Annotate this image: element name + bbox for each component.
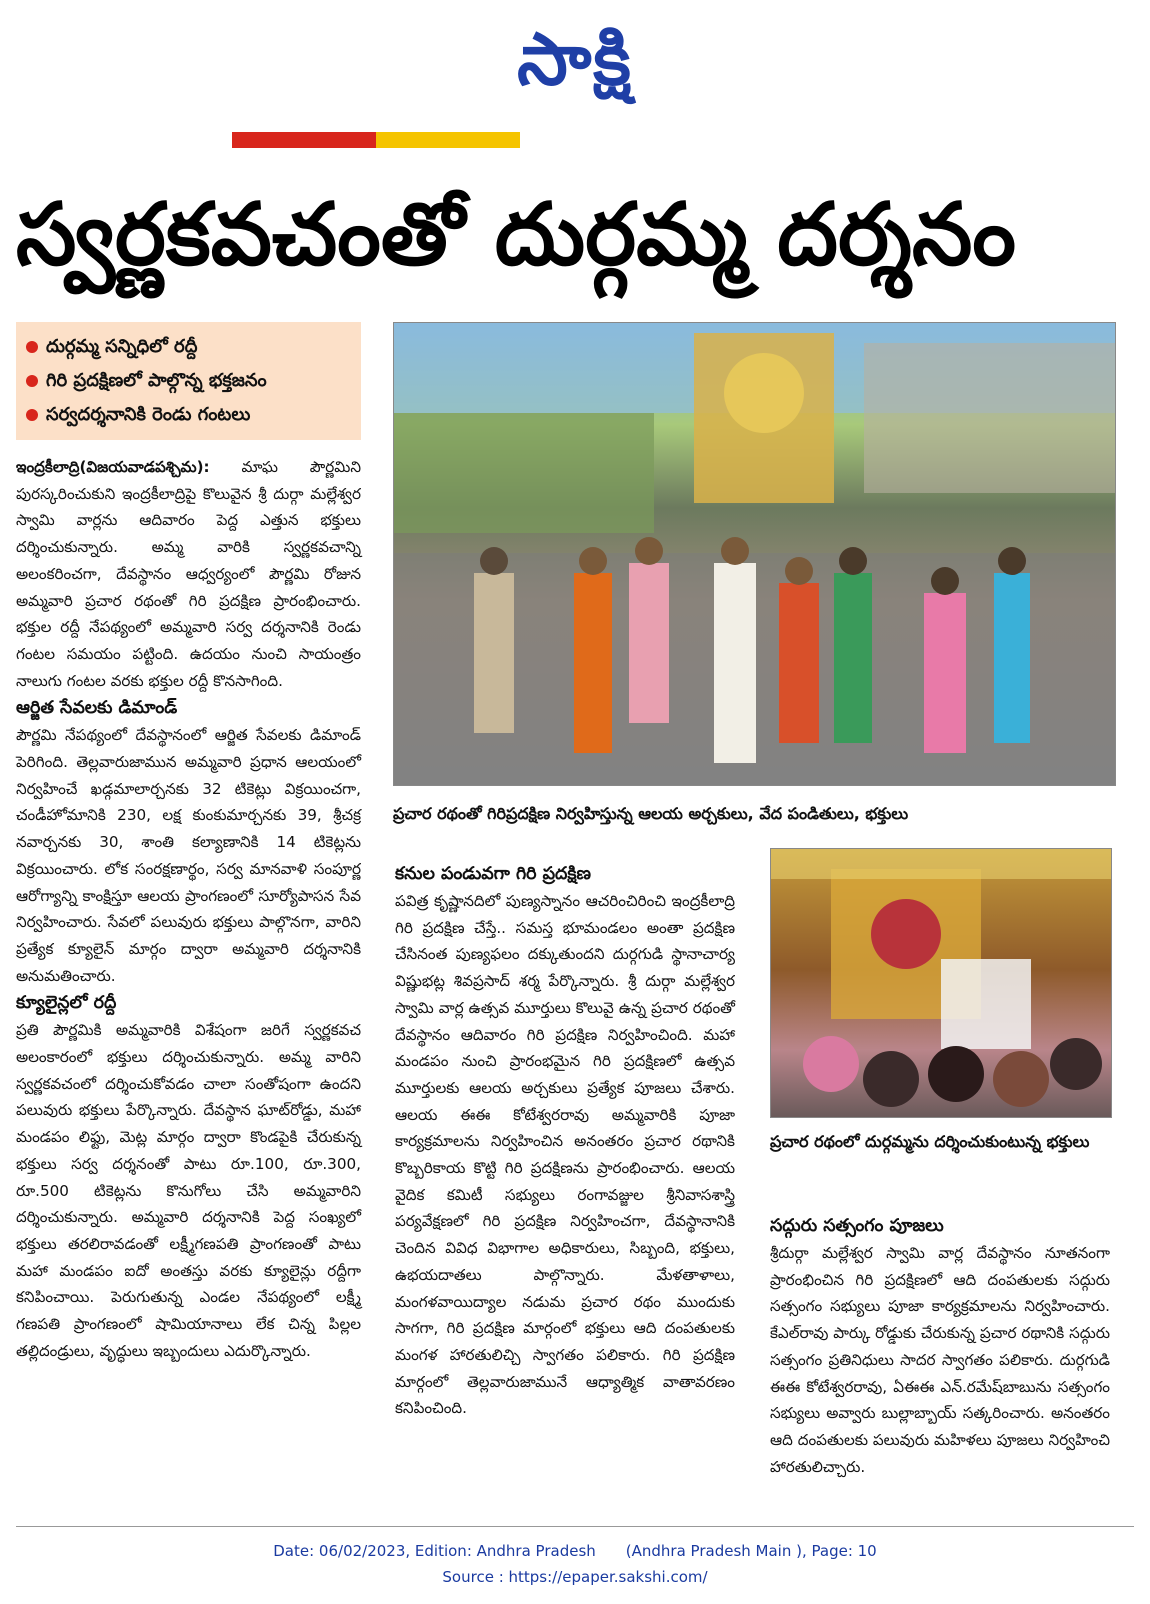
- highlight-text: సర్వదర్శనానికి రెండు గంటలు: [46, 404, 251, 425]
- bullet-icon: [26, 375, 38, 387]
- small-photo-caption: ప్రచార రథంలో దుర్గమ్మను దర్శించుకుంటున్న భక్తులు: [770, 1132, 1090, 1151]
- section-color-bar: [232, 132, 520, 148]
- middle-column: [395, 860, 735, 1422]
- footer-divider: [16, 1526, 1134, 1527]
- highlight-text: దుర్గమ్మ సన్నిధిలో రద్దీ: [46, 336, 198, 357]
- intro-paragraph: [16, 454, 361, 694]
- subhead-satsangam: సద్గురు సత్సంగం పూజలు: [770, 1216, 944, 1236]
- right-column: [770, 1212, 1110, 1480]
- left-column: [16, 454, 361, 1365]
- masthead: [0, 14, 1150, 104]
- footer-edition: (Andhra Pradesh Main ), Page: 10: [625, 1542, 877, 1560]
- goddess-darshan-photo: [770, 848, 1112, 1118]
- paragraph-satsangam: శ్రీదుర్గా మల్లేశ్వర స్వామి వార్ల దేవస్థానం నూతనంగా ప్రారంభించిన గిరి ప్రదక్షిణలో ఆది దంపతులకు సద్గురు సత్సంగం సభ్యులు పూజా కార్యక్రమాలను నిర్వహించారు. కేఎల్‌రావు పార్కు రోడ్డుకు చేరుకున్న ప్రచార రథానికి సద్గురు సత్సంగం ప్రతినిధులు సాదర స్వాగతం పలికారు. దుర్గగుడి ఈఈ కోటేశ్వరరావు, ఏఈఈ ఎన్.రమేష్‌బాబును సత్సంగం సభ్యులు అవ్వారు బుల్లాబ్బాయ్ సత్కరించారు. అనంతరం ఆది దంపతులకు పలువురు మహిళలు పూజలు నిర్వహించి హారతులిచ్చారు.: [770, 1244, 1110, 1476]
- intro-text: మాఘ పౌర్ణమిని పురస్కరించుకుని ఇంద్రకీలాద్రిపై కొలువైన శ్రీ దుర్గా మల్లేశ్వర స్వామి వార్లను ఆదివారం పెద్ద ఎత్తున భక్తులు దర్శించుకున్నారు. అమ్మ వారికి స్వర్ణకవచాన్ని అలంకరించగా, దేవస్థానం ఆధ్వర్యంలో పౌర్ణమి రోజున అమ్మవారి ప్రచార రథంతో గిరి ప్రదక్షిణ ప్రారంభించారు. భక్తుల రద్దీ నేపథ్యంలో అమ్మవారి సర్వ దర్శనానికి రెండు గంటల సమయం పట్టింది. ఉదయం నుంచి సాయంత్రం నాలుగు గంటల వరకు భక్తుల రద్దీ కొనసాగింది.: [16, 458, 361, 690]
- color-bar-red: [232, 132, 376, 148]
- article-headline: స్వర్ణకవచంతో దుర్గమ్మ దర్శనం: [16, 185, 1016, 285]
- footer-source: Source : https://epaper.sakshi.com/: [442, 1568, 708, 1586]
- temple-chariot-procession-photo: [393, 322, 1116, 786]
- highlight-item: [26, 364, 351, 398]
- highlights-box: [16, 322, 361, 440]
- procession-illustration: [394, 323, 1116, 786]
- subhead-queue-lines: క్యూలైన్లలో రద్దీ: [16, 993, 117, 1014]
- footer: [0, 1538, 1150, 1590]
- highlight-item: [26, 398, 351, 432]
- color-bar-yellow: [376, 132, 520, 148]
- footer-line-1: [0, 1538, 1150, 1564]
- footer-date: Date: 06/02/2023, Edition: Andhra Pradesh: [273, 1542, 596, 1560]
- darshan-illustration: [771, 849, 1112, 1118]
- paragraph-arjitha-sevalu: పౌర్ణమి నేపథ్యంలో దేవస్థానంలో ఆర్జిత సేవలకు డిమాండ్ పెరిగింది. తెల్లవారుజామున అమ్మవారి ప్రధాన ఆలయంలో నిర్వహించే ఖడ్గమాలార్చనకు 32 టికెట్లు విక్రయించగా, చండీహోమానికి 230, లక్ష కుంకుమార్చనకు 39, శ్రీచక్ర నవార్చనకు 30, శాంతి కల్యాణానికి 14 టికెట్లను విక్రయించారు. లోక సంరక్షణార్థం, సర్వ మానవాళి సంపూర్ణ ఆరోగ్యాన్ని కాంక్షిస్తూ ఆలయ ప్రాంగణంలో సూర్యోపాసన సేవ నిర్వహించారు. సేవలో పలువురు భక్తులు పాల్గొనగా, వారిని ప్రత్యేక క్యూలైన్ మార్గం ద్వారా అమ్మవారి దర్శనానికి అనుమతించారు.: [16, 726, 361, 985]
- bullet-icon: [26, 341, 38, 353]
- paragraph-giri-pradakshina: పవిత్ర కృష్ణానదిలో పుణ్యస్నానం ఆచరించిరించి ఇంద్రకీలాద్రి గిరి ప్రదక్షిణ చేస్తే.. సమస్త భూమండలం అంతా ప్రదక్షిణ చేసినంత పుణ్యఫలం దక్కుతుందని దుర్గగుడి స్థానాచార్య విష్ణుభట్ల శివప్రసాద్ శర్మ పేర్కొన్నారు. శ్రీ దుర్గా మల్లేశ్వర స్వామి వార్ల ఉత్సవ మూర్తులు కొలువై ఉన్న ప్రచార రథంతో దేవస్థానం ఆదివారం గిరి ప్రదక్షిణ నిర్వహించింది. మహా మండపం నుంచి ప్రారంభమైన గిరి ప్రదక్షిణలో ఉత్సవ మూర్తులకు ఆలయ అర్చకులు ప్రత్యేక పూజలు చేశారు. ఆలయ ఈఈ కోటేశ్వరరావు అమ్మవారికి పూజా కార్యక్రమాలను నిర్వహించిన అనంతరం ప్రచార రథానికి కొబ్బరికాయ కొట్టి గిరి ప్రదక్షిణను ప్రారంభించారు. ఆలయ వైదిక కమిటీ సభ్యులు రంగావజ్జుల శ్రీనివాసశాస్త్రి పర్యవేక్షణలో గిరి ప్రదక్షిణ నిర్వహించగా, దేవస్థానానికి చెందిన వివిధ విభాగాల అధికారులు, సిబ్బంది, భక్తులు, ఉభయదాతలు పాల్గొన్నారు. మేళతాళాలు, మంగళవాయిద్యాల నడుమ ప్రచార రథం ముందుకు సాగగా, గిరి ప్రదక్షిణ మార్గంలో భక్తులు ఆది దంపతులకు మంగళ హారతులిచ్చి స్వాగతం పలికారు. గిరి ప్రదక్షిణ మార్గంలో తెల్లవారుజామునే ఆధ్యాత్మిక వాతావరణం కనిపించింది.: [395, 892, 735, 1418]
- subhead-giri-pradakshina: కనుల పండువగా గిరి ప్రదక్షిణ: [395, 864, 592, 884]
- paragraph-queue-lines: ప్రతి పౌర్ణమికి అమ్మవారికి విశేషంగా జరిగే స్వర్ణకవచ అలంకారంలో భక్తులు దర్శించుకున్నారు. అమ్మ వారిని స్వర్ణకవచంలో దర్శించుకోవడం చాలా సంతోషంగా ఉందని పలువురు భక్తులు పేర్కొన్నారు. దేవస్థాన ఘాట్‌రోడ్డు, మహా మండపం లిఫ్టు, మెట్ల మార్గం ద్వారా కొండపైకి చేరుకున్న భక్తులు సర్వ దర్శనంతో పాటు రూ.100, రూ.300, రూ.500 టికెట్లను కొనుగోలు చేసి అమ్మవారిని దర్శించుకున్నారు. అమ్మవారి దర్శనానికి పెద్ద సంఖ్యలో భక్తులు తరలిరావడంతో లక్ష్మీగణపతి ప్రాంగణంతో పాటు మహా మండపం ఐదో అంతస్తు వరకు క్యూలైన్లు రద్దీగా కనిపించాయి. పెరుగుతున్న ఎండల నేపథ్యంలో లక్ష్మీ గణపతి ప్రాంగణంలో షామియానాలు లేక చిన్న పిల్లల తల్లిదండ్రులు, వృద్ధులు ఇబ్బందులు ఎదుర్కొన్నారు.: [16, 1021, 361, 1360]
- bullet-icon: [26, 409, 38, 421]
- subhead-arjitha-sevalu: ఆర్జిత సేవలకు డిమాండ్: [16, 698, 178, 719]
- sakshi-logo: సాక్షి: [517, 17, 633, 101]
- dateline: ఇంద్రకీలాద్రి(విజయవాడపశ్చిమ):: [16, 458, 210, 476]
- main-photo-caption: ప్రచార రథంతో గిరిప్రదక్షిణ నిర్వహిస్తున్న ఆలయ అర్చకులు, వేద పండితులు, భక్తులు: [393, 804, 909, 823]
- highlight-item: [26, 330, 351, 364]
- highlight-text: గిరి ప్రదక్షిణలో పాల్గొన్న భక్తజనం: [46, 370, 267, 391]
